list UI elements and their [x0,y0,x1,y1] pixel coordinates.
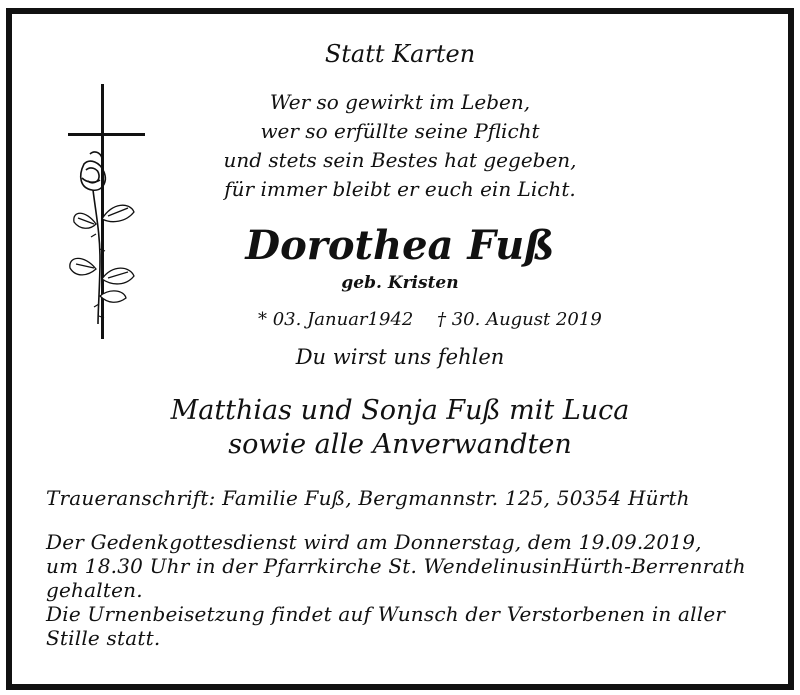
poem-line: Wer so gewirkt im Leben, [269,90,531,114]
deceased-name: Dorothea Fuß [245,222,555,269]
service-notice [46,530,766,650]
service-line: Der Gedenkgottesdienst wird am Donnerstag, dem 19.09.2019, [46,530,702,554]
mourners-line: Matthias und Sonja Fuß mit Luca [170,395,630,426]
memorial-poem [0,88,800,204]
mourning-address: Traueranschrift: Familie Fuß, Bergmannstr. 125, 50354 Hürth [46,486,690,510]
mourners [0,394,800,462]
maiden-name: geb. Kristen [341,273,459,293]
service-line: gehalten. [46,578,143,602]
poem-line: wer so erfüllte seine Pflicht [260,119,540,143]
poem-line: für immer bleibt er euch ein Licht. [224,177,576,201]
farewell-line: Du wirst uns fehlen [295,345,505,369]
page-title: Statt Karten [324,40,476,68]
poem-line: und stets sein Bestes hat gegeben, [223,148,577,172]
service-line: Die Urnenbeisetzung findet auf Wunsch der Verstorbenen in aller [46,602,726,626]
death-date: † 30. August 2019 [437,309,602,330]
service-line: Stille statt. [46,626,161,650]
service-line: um 18.30 Uhr in der Pfarrkirche St. WendelinusinHürth-Berrenrath [46,554,746,578]
mourners-line: sowie alle Anverwandten [228,429,572,460]
birth-date: * 03. Januar1942 [258,309,414,330]
